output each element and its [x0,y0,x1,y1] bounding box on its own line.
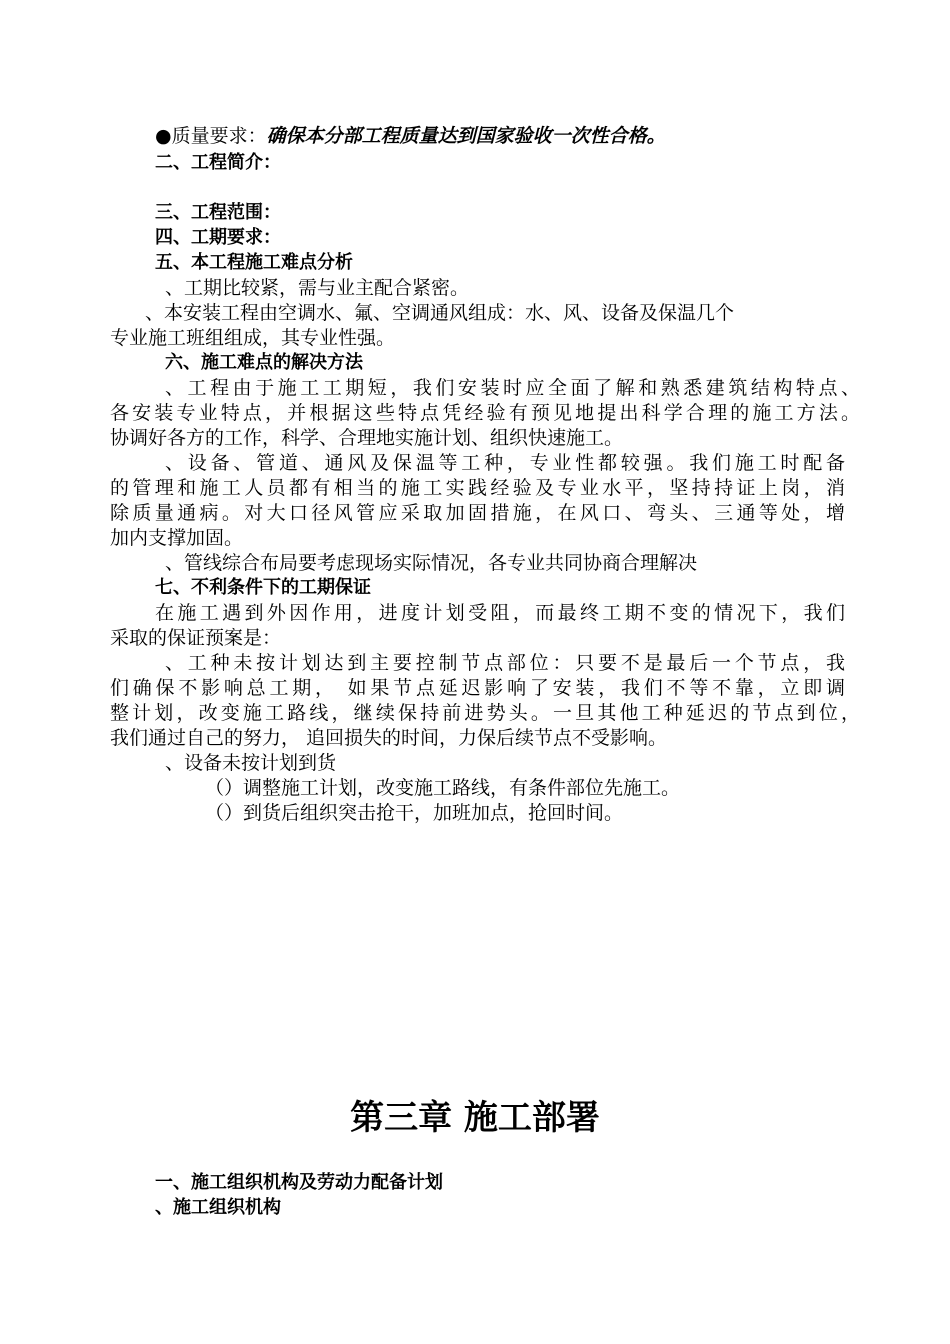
paragraph-line: 整计划，改变施工路线，继续保持前进势头。一旦其他工种延迟的节点到位， [110,702,860,724]
heading-difficulty-analysis: 五、本工程施工难点分析 [155,252,353,273]
paragraph-line: 加内支撑加固。 [110,527,244,549]
list-item: （）到货后组织突击抢干，加班加点，抢回时间。 [205,802,624,824]
paragraph-line: 协调好各方的工作，科学、合理地实施计划、组织快速施工。 [110,427,624,449]
chapter-section-heading: 一、施工组织机构及劳动力配备计划 [155,1172,443,1193]
paragraph-line: 们确保不影响总工期， 如果节点延迟影响了安装，我们不等不靠，立即调 [110,677,845,699]
heading-schedule-requirement: 四、工期要求： [155,227,281,248]
paragraph-line: 我们通过自己的努力， 追回损失的时间，力保后续节点不受影响。 [110,727,668,749]
paragraph-line: 各安装专业特点，并根据这些特点凭经验有预见地提出科学合理的施工方法。 [110,402,860,424]
heading-difficulty-solutions: 六、施工难点的解决方法 [165,352,363,373]
paragraph-line: 、本安装工程由空调水、氟、空调通风组成：水、风、设备及保温几个 [145,302,735,324]
list-item: （）调整施工计划，改变施工路线，有条件部位先施工。 [205,777,681,799]
paragraph-line: 在施工遇到外因作用，进度计划受阻，而最终工期不变的情况下，我们 [155,602,845,624]
paragraph-line: 的管理和施工人员都有相当的施工实践经验及专业水平，坚持持证上岗，消 [110,477,845,499]
heading-schedule-guarantee: 七、不利条件下的工期保证 [155,577,371,598]
heading-project-intro: 二、工程简介： [155,152,281,173]
paragraph-line: 、工程由于施工工期短，我们安装时应全面了解和熟悉建筑结构特点、 [165,377,860,399]
quality-value: 确保本分部工程质量达到国家验收一次性合格。 [266,125,666,147]
paragraph-line: 、工种未按计划达到主要控制节点部位：只要不是最后一个节点，我 [165,652,845,674]
quality-requirement [155,124,666,148]
paragraph-line: 除质量通病。对大口径风管应采取加固措施，在风口、弯头、三通等处，增 [110,502,845,524]
paragraph-line: 采取的保证预案是： [110,627,282,649]
chapter-title: 第三章 施工部署 [350,1098,600,1138]
quality-label: ●质量要求： [155,125,267,147]
paragraph-line: 、工期比较紧，需与业主配合紧密。 [165,277,470,299]
chapter-subsection-heading: 、施工组织机构 [155,1197,281,1218]
paragraph-line: 专业施工班组组成，其专业性强。 [110,327,396,349]
paragraph-line: 、设备、管道、通风及保温等工种，专业性都较强。我们施工时配备 [165,452,845,474]
paragraph-line: 、设备未按计划到货 [165,752,337,774]
heading-project-scope: 三、工程范围： [155,202,281,223]
paragraph-line: 、管线综合布局要考虑现场实际情况，各专业共同协商合理解决 [165,552,698,574]
